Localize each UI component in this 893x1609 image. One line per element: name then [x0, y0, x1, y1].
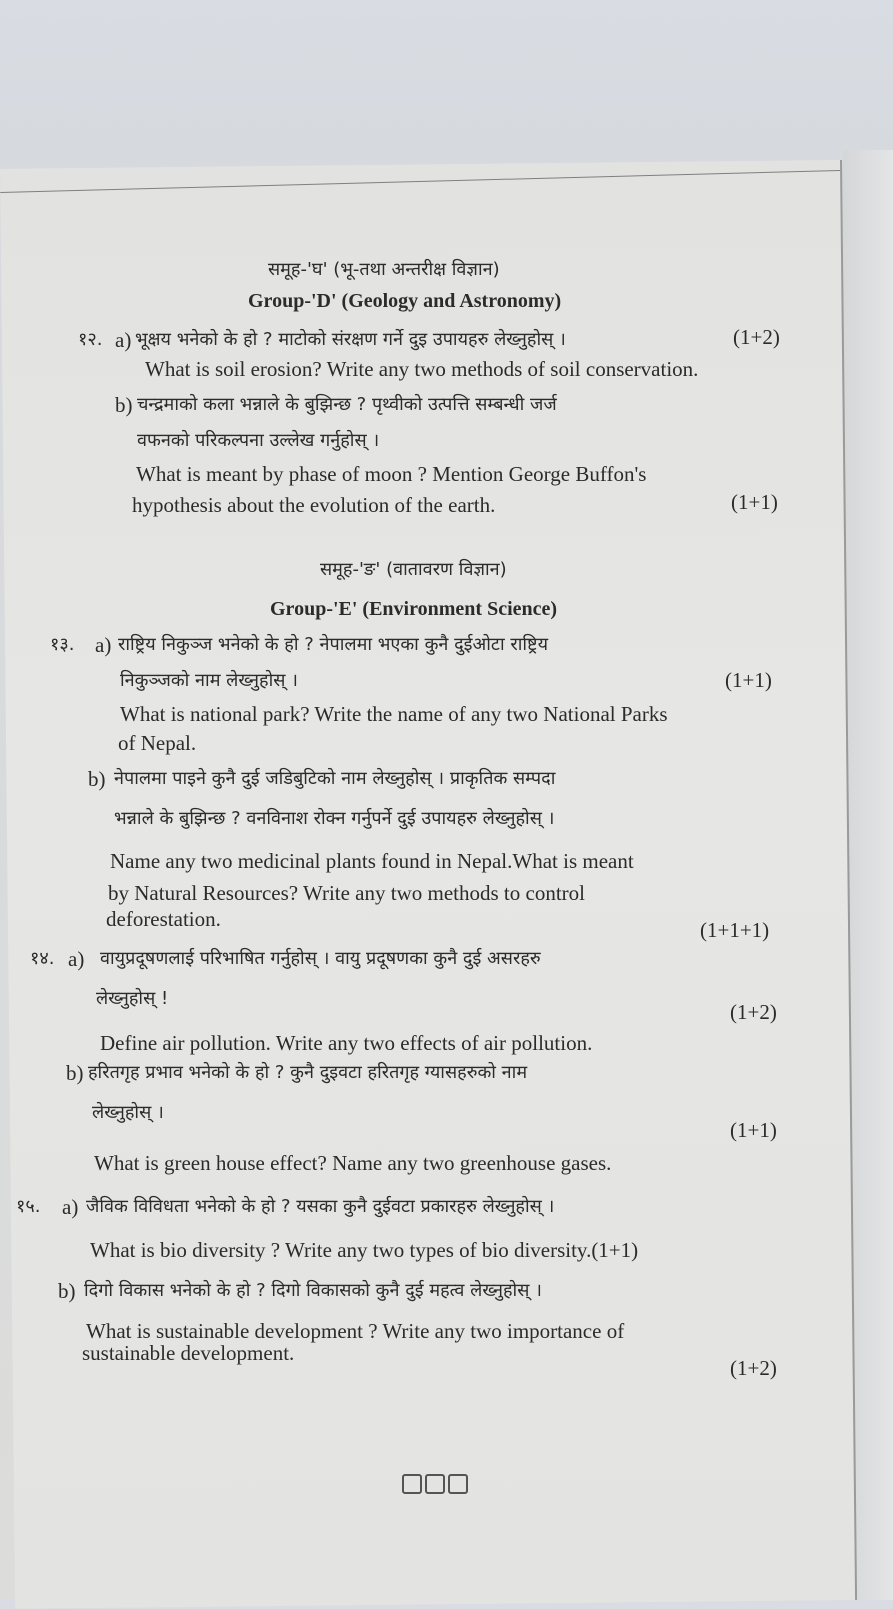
- q12a-label: a): [115, 328, 132, 352]
- q13b-marks: (1+1+1): [700, 918, 770, 942]
- q14b-label: b): [66, 1061, 84, 1085]
- q12b-nepali-1: चन्द्रमाको कला भन्नाले के बुझिन्छ ? पृथ्वीको उत्पत्ति सम्बन्धी जर्ज: [137, 394, 557, 415]
- q13b-nepali-2: भन्नाले के बुझिन्छ ? वनविनाश रोक्न गर्नुपर्ने दुई उपायहरु लेख्नुहोस् ।: [114, 808, 555, 829]
- square-icon: [448, 1474, 468, 1494]
- q14a-marks: (1+2): [730, 1000, 777, 1024]
- q14b-nepali-1: हरितगृह प्रभाव भनेको के हो ? कुनै दुइवटा हरितगृह ग्यासहरुको नाम: [88, 1062, 528, 1083]
- q13a-nepali-1: राष्ट्रिय निकुञ्ज भनेको के हो ? नेपालमा भएका कुनै दुईओटा राष्ट्रिय: [118, 634, 549, 655]
- group-e-title-english: Group-'E' (Environment Science): [270, 598, 558, 620]
- q13b-english-3: deforestation.: [106, 907, 221, 931]
- q15b-marks: (1+2): [730, 1356, 777, 1380]
- q12a-marks: (1+2): [733, 325, 780, 349]
- q15a-label: a): [62, 1195, 79, 1219]
- q14b-marks: (1+1): [730, 1118, 777, 1142]
- q14a-english: Define air pollution. Write any two effects of air pollution.: [100, 1031, 593, 1055]
- q12b-marks: (1+1): [731, 490, 778, 514]
- q14a-nepali-1: वायुप्रदूषणलाई परिभाषित गर्नुहोस् । वायु प्रदूषणका कुनै दुई असरहरु: [100, 948, 541, 969]
- q14-number: १४.: [30, 948, 55, 969]
- q12b-english-2: hypothesis about the evolution of the earth.: [132, 493, 496, 517]
- group-d-title-nepali: समूह-'घ' (भू-तथा अन्तरीक्ष विज्ञान): [268, 259, 500, 280]
- group-d-title-english: Group-'D' (Geology and Astronomy): [248, 290, 562, 312]
- end-of-paper-mark: [402, 1474, 468, 1494]
- q15b-english-2: sustainable development.: [82, 1341, 295, 1365]
- q12b-english-1: What is meant by phase of moon ? Mention George Buffon's: [136, 462, 647, 486]
- q14b-english: What is green house effect? Name any two greenhouse gases.: [94, 1151, 612, 1175]
- q15a-english: What is bio diversity ? Write any two types of bio diversity.(1+1): [90, 1238, 639, 1262]
- q13b-english-1: Name any two medicinal plants found in Nepal.What is meant: [110, 849, 634, 873]
- group-e-title-nepali: समूह-'ङ' (वातावरण विज्ञान): [320, 559, 507, 580]
- q13b-english-2: by Natural Resources? Write any two methods to control: [108, 881, 585, 905]
- q12a-english: What is soil erosion? Write any two methods of soil conservation.: [145, 357, 699, 381]
- q14a-label: a): [68, 947, 85, 971]
- q15b-nepali: दिगो विकास भनेको के हो ? दिगो विकासको कुनै दुई महत्व लेख्नुहोस् ।: [84, 1280, 542, 1301]
- square-icon: [402, 1474, 422, 1494]
- q13b-nepali-1: नेपालमा पाइने कुनै दुई जडिबुटिको नाम लेख्नुहोस् । प्राकृतिक सम्पदा: [114, 768, 556, 789]
- q13a-nepali-2: निकुञ्जको नाम लेख्नुहोस् ।: [120, 670, 298, 691]
- q12b-nepali-2: वफनको परिकल्पना उल्लेख गर्नुहोस् ।: [137, 430, 380, 451]
- q13b-label: b): [88, 767, 106, 791]
- q15-number: १५.: [16, 1196, 41, 1217]
- square-icon: [425, 1474, 445, 1494]
- q13-number: १३.: [50, 634, 75, 655]
- q13a-label: a): [95, 633, 112, 657]
- q15b-english-1: What is sustainable development ? Write any two importance of: [86, 1319, 625, 1343]
- q15b-label: b): [58, 1279, 76, 1303]
- q12b-label: b): [115, 393, 133, 417]
- q13a-marks: (1+1): [725, 668, 772, 692]
- q15a-nepali: जैविक विविधता भनेको के हो ? यसका कुनै दुईवटा प्रकारहरु लेख्नुहोस् ।: [86, 1196, 555, 1217]
- q12-number: १२.: [78, 329, 103, 350]
- q14b-nepali-2: लेख्नुहोस् ।: [92, 1102, 164, 1123]
- q14a-nepali-2: लेख्नुहोस् !: [96, 988, 169, 1009]
- q12a-nepali: भूक्षय भनेको के हो ? माटोको संरक्षण गर्ने दुइ उपायहरु लेख्नुहोस् ।: [135, 329, 566, 350]
- q13a-english-1: What is national park? Write the name of any two National Parks: [120, 702, 668, 726]
- q13a-english-2: of Nepal.: [118, 731, 197, 755]
